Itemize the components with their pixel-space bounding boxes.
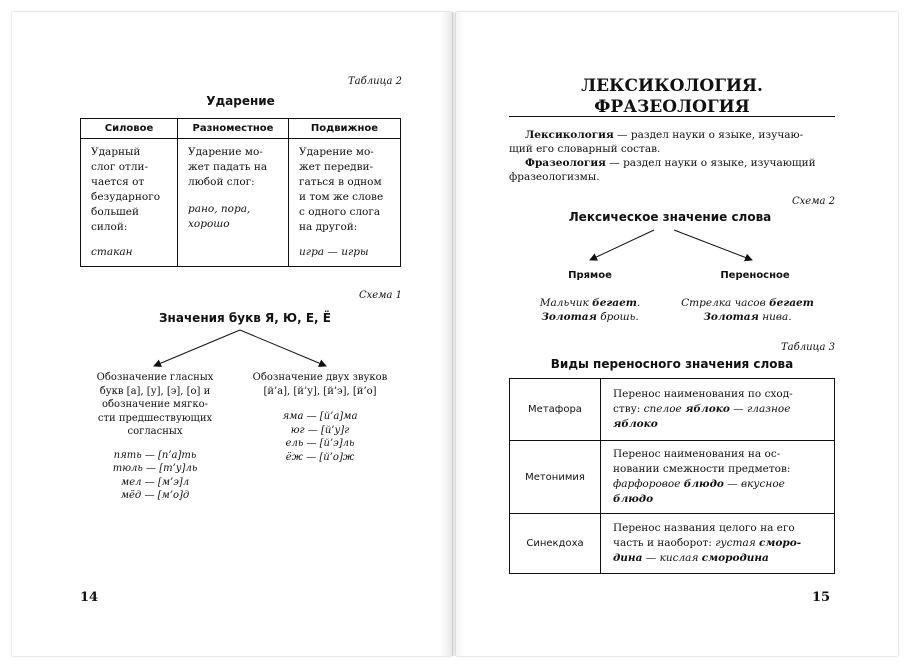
cell-line: слог отли- [91,161,149,173]
example-text: нива. [758,311,792,323]
page-heading [509,76,835,118]
table-cell [178,139,289,267]
cell-line: любой слог: [188,176,255,188]
cell-line: и том же слове [299,191,384,203]
desc-cell [601,379,835,441]
table-label: Таблица 3 [780,342,835,353]
scheme-label: Схема 2 [791,196,835,207]
cell-line: большей [91,206,140,218]
branch-line: букв [а], [у], [э], [о] и [99,385,211,397]
page-number-right: 15 [812,590,831,605]
table-title: Ударение [206,94,275,108]
cell-line: гаться в одном [299,176,382,188]
branch-example: ель — [й’э]ль [285,438,355,449]
example-keyword: бегает [769,297,814,309]
term-cell: Метонимия [510,441,601,514]
desc-line [613,477,826,492]
desc-keyword: блюдо [683,478,724,490]
example-line [520,296,660,310]
cell-example: рано, пора, [188,203,251,215]
term-cell: Синекдоха [510,514,601,574]
heading-line: ЛЕКСИКОЛОГИЯ. [581,76,763,96]
example-text: Стрелка часов [681,297,770,309]
scheme-title: Лексическое значение слова [568,210,772,224]
branch-example: ёж — [й’о]ж [285,451,355,463]
left-branch [80,371,230,503]
book-gutter [440,12,464,656]
cell-line: Ударение мо- [299,146,374,158]
table-header: Силовое [81,119,178,139]
arrow-right [240,330,326,366]
definition-2 [509,156,835,170]
definition-text: — раздел науки о языке, изучаю- [613,129,804,141]
branch-example: юг — [й’у]г [290,424,350,436]
desc-line: Перенос названия целого на его [613,522,795,534]
right-branch [236,371,404,464]
direct-examples [520,296,660,324]
table-label: Таблица 2 [347,76,402,87]
branch-line: согласных [127,426,183,437]
cell-example: игра — игры [299,246,369,258]
example-line [670,296,825,310]
example-line [670,310,825,324]
figurative-examples [670,296,825,324]
desc-cell [601,441,835,514]
heading-line: ФРАЗЕОЛОГИЯ [594,97,750,117]
branch-example: мел — [м’э]л [120,476,190,488]
desc-line: новании смежности предметов: [613,463,791,475]
example-text: . [636,297,641,309]
cell-line: на другой: [299,221,358,233]
branch-example: пять — [п’а]ть [113,449,197,461]
arrow-left [154,330,240,366]
desc-keyword: яблоко [685,403,730,415]
cell-line: чается от [91,176,145,188]
definition-text: щий его словарный состав. [509,143,661,155]
branch-line: обозначение мягко- [101,399,209,410]
desc-line: Перенос наименования по сход- [613,388,793,400]
table-row [510,379,835,441]
figurative-table [509,378,835,574]
table-cell [81,139,178,267]
branch-line: сти предшествующих [97,412,213,424]
branch-example: яма — [й’а]ма [282,411,358,422]
heading-divider [509,116,835,117]
cell-example: хорошо [188,218,230,230]
example-text: брошь. [596,311,639,323]
desc-keyword: дина [613,552,643,564]
table-row [510,514,835,574]
desc-example: густая [715,537,760,549]
desc-line [613,551,826,566]
definition-term: Лексикология [525,129,614,141]
branch-line: [й’а], [й’у], [й’э], [й’о] [263,385,377,397]
desc-text: часть и наоборот: [613,537,716,549]
table-title: Виды переносного значения слова [550,357,794,371]
example-line [520,310,660,324]
cell-line: с одного слога [299,206,381,218]
cell-line: Ударный [91,146,141,158]
table-header: Подвижное [289,119,401,139]
example-keyword: бегает [592,297,637,309]
arrow-right [674,230,752,260]
branch-example: мёд — [м’о]д [120,490,190,501]
cell-line: безударного [91,191,161,203]
desc-cell [601,514,835,574]
desc-keyword: яблоко [613,418,658,430]
cell-line: Ударение мо- [188,146,263,158]
desc-keyword: смородина [701,552,769,564]
desc-line [613,402,826,417]
definition-text: фразеологизмы. [509,171,600,183]
desc-line: Перенос наименования на ос- [613,448,781,460]
definition-term: Фразеология [525,157,606,169]
branch-line: Обозначение двух звуков [252,372,388,383]
table-header: Разноместное [178,119,289,139]
scheme-arrows [140,326,340,372]
page-number-left: 14 [80,590,99,605]
cell-line: жет падать на [188,161,268,173]
desc-keyword: блюдо [613,493,654,505]
cell-line: силой: [91,221,128,233]
scheme-label: Схема 1 [358,290,402,301]
table-row [510,441,835,514]
term-cell: Метафора [510,379,601,441]
definition-text: — раздел науки о языке, изучающий [605,157,816,169]
example-text: Мальчик [539,297,593,309]
desc-example: — кислая [642,552,702,564]
definitions [509,128,835,184]
desc-example: фарфоровое [613,478,684,490]
example-keyword: Золотая [541,311,597,323]
branch-figurative: Переносное [720,270,790,281]
desc-example: спелое [643,403,686,415]
desc-example: — глазное [729,403,791,415]
desc-example: — вкусное [723,478,785,490]
desc-line [613,536,826,551]
example-keyword: Золотая [703,311,759,323]
branch-line: Обозначение гласных [96,372,214,383]
desc-keyword: сморо- [759,537,802,549]
desc-text: ству: [613,403,644,415]
stress-table [80,118,401,267]
arrow-left [590,230,654,260]
table-cell [289,139,401,267]
scheme-title: Значения букв Я, Ю, Е, Ё [159,311,331,325]
definition-1 [509,128,835,142]
cell-line: жет передви- [299,161,374,173]
branch-example: тюль — [т’у]ль [112,463,198,474]
scheme-arrows [560,226,800,264]
cell-example: стакан [91,246,133,258]
branch-direct: Прямое [568,270,612,281]
